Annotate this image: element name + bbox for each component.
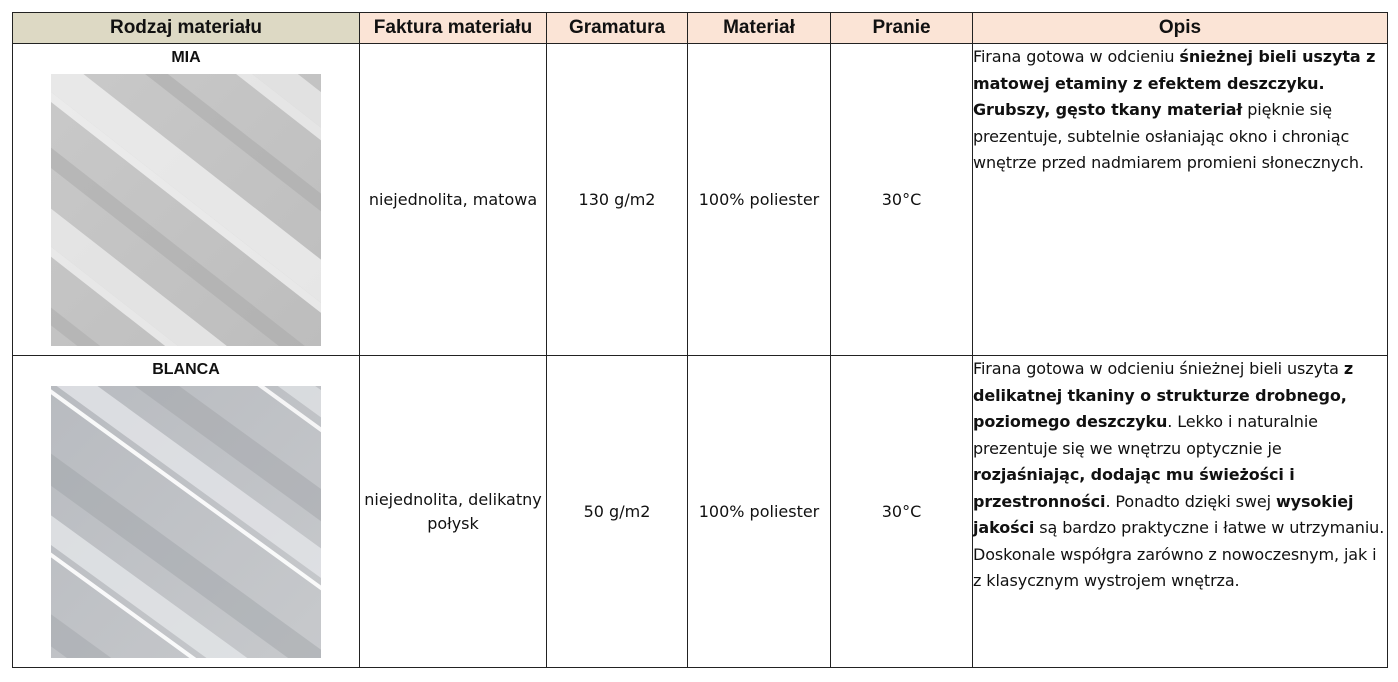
opis-segment: Firana gotowa w odcieniu śnieżnej bieli uszyta	[973, 359, 1344, 378]
material-spec-table	[12, 12, 1388, 668]
material-value: 100% poliester	[688, 356, 831, 668]
opis-bold-segment: wysokiej jakości	[973, 491, 1354, 537]
fabric-swatch-image	[51, 386, 321, 658]
pranie-value: 30°C	[831, 44, 973, 356]
opis-segment: Firana gotowa w odcieniu	[973, 47, 1180, 66]
material-name: MIA	[171, 49, 201, 66]
opis-bold-segment: rozjaśniając, dodając mu świeżości i przestronności	[973, 465, 1295, 511]
material-name-cell	[13, 356, 360, 668]
opis-bold-segment: z delikatnej tkaniny o strukturze drobnego, poziomego deszczyku	[973, 359, 1354, 431]
opis-segment: . Ponadto dzięki swej	[1105, 491, 1276, 511]
opis-text	[973, 44, 1388, 356]
gramatura-value: 50 g/m2	[547, 356, 688, 668]
header-pranie: Pranie	[831, 13, 973, 44]
header-material: Materiał	[688, 13, 831, 44]
header-gramatura: Gramatura	[547, 13, 688, 44]
gramatura-value: 130 g/m2	[547, 44, 688, 356]
opis-text	[973, 356, 1388, 668]
opis-segment: są bardzo praktyczne i łatwe w utrzymaniu. Doskonale współgra zarówno z nowoczesnym, jak i z klasycznym wystrojem wnętrza.	[973, 518, 1385, 590]
header-opis: Opis	[973, 13, 1388, 44]
table-row	[13, 356, 1388, 668]
material-name: BLANCA	[152, 361, 220, 378]
header-rodzaj: Rodzaj materiału	[13, 13, 360, 44]
material-name-cell	[13, 44, 360, 356]
opis-segment: . Lekko i naturalnie prezentuje się we wnętrzu optycznie je	[973, 412, 1318, 458]
opis-bold-segment: śnieżnej bieli uszyta z matowej etaminy z efektem deszczyku. Grubszy, gęsto tkany materiał	[973, 47, 1376, 119]
fabric-swatch-image	[51, 74, 321, 346]
pranie-value: 30°C	[831, 356, 973, 668]
header-faktura: Faktura materiału	[360, 13, 547, 44]
opis-segment: pięknie się prezentuje, subtelnie osłaniając okno i chroniąc wnętrze przed nadmiarem promieni słonecznych.	[973, 100, 1364, 172]
table-row	[13, 44, 1388, 356]
faktura-value: niejednolita, matowa	[360, 44, 547, 356]
faktura-value: niejednolita, delikatny połysk	[360, 356, 547, 668]
material-value: 100% poliester	[688, 44, 831, 356]
header-row	[13, 13, 1388, 44]
